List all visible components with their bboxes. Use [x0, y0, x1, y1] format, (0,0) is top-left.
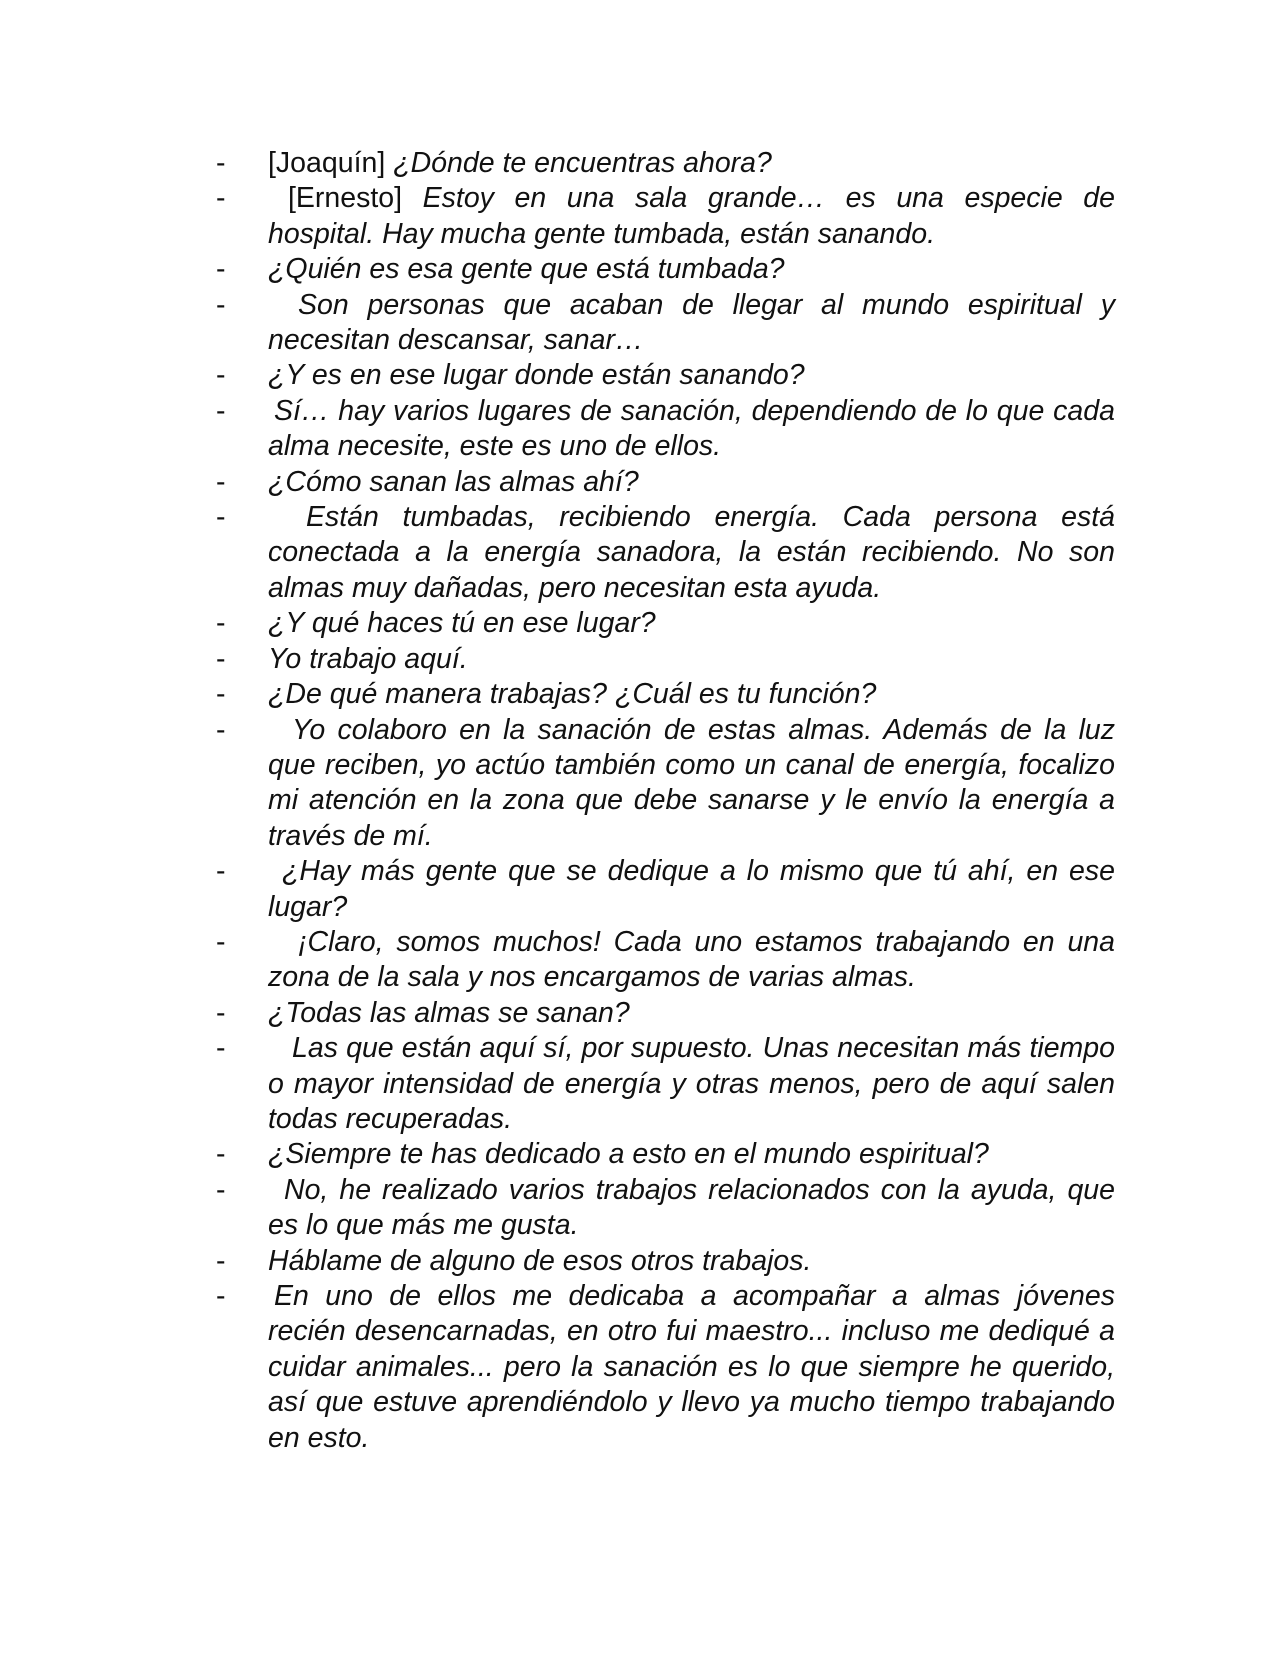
dash-marker: -	[216, 1173, 226, 1206]
line-text: ¿Cómo sanan las almas ahí?	[268, 465, 639, 498]
dialogue-line	[216, 713, 1115, 855]
dash-marker: -	[216, 394, 226, 427]
dash-marker: -	[216, 182, 226, 215]
dash-marker: -	[216, 501, 226, 534]
dash-marker: -	[216, 996, 226, 1029]
dialogue-line	[216, 500, 1115, 606]
dialogue-line	[216, 996, 1115, 1031]
line-text: ¿Quién es esa gente que está tumbada?	[268, 253, 785, 286]
line-text: Yo trabajo aquí.	[268, 642, 468, 675]
dialogue-line	[216, 1031, 1115, 1137]
dialogue-line	[216, 642, 1115, 677]
dash-marker: -	[216, 1244, 226, 1277]
dash-marker: -	[216, 253, 226, 286]
line-text: Están tumbadas, recibiendo energía. Cada persona está conectada a la energía sanadora, la están recibiendo. No son almas muy dañadas, pero necesitan esta ayuda.	[268, 501, 1115, 604]
line-text: Son personas que acaban de llegar al mundo espiritual y necesitan descansar, sanar…	[268, 288, 1115, 357]
dialogue-line	[216, 854, 1115, 925]
dialogue-line	[216, 677, 1115, 712]
line-text	[268, 146, 1115, 181]
dash-marker: -	[216, 359, 226, 392]
line-text: ¿Todas las almas se sanan?	[268, 996, 630, 1029]
utterance: ¿Dónde te encuentras ahora?	[393, 147, 772, 179]
dash-marker: -	[216, 1032, 226, 1065]
line-text: ¿Y es en ese lugar donde están sanando?	[268, 359, 805, 392]
line-text: Háblame de alguno de esos otros trabajos.	[268, 1244, 812, 1277]
line-text	[268, 181, 1115, 252]
speaker-label: [Joaquín]	[268, 147, 386, 179]
dialogue-line	[216, 1279, 1115, 1456]
line-text: Sí… hay varios lugares de sanación, dependiendo de lo que cada alma necesite, este es uno de ellos.	[268, 394, 1115, 463]
dialogue-line	[216, 288, 1115, 359]
dialogue-line	[216, 925, 1115, 996]
line-text: ¿De qué manera trabajas? ¿Cuál es tu función?	[268, 678, 877, 711]
dash-marker: -	[216, 465, 226, 498]
line-text: ¡Claro, somos muchos! Cada uno estamos trabajando en una zona de la sala y nos encargamos de varias almas.	[268, 925, 1115, 994]
line-text: Yo colaboro en la sanación de estas almas. Además de la luz que reciben, yo actúo también como un canal de energía, focalizo mi atención en la zona que debe sanarse y le envío la energía a través de mí.	[268, 713, 1115, 852]
dialogue-list	[216, 146, 1115, 1456]
dialogue-line	[216, 1244, 1115, 1279]
dialogue-line	[216, 252, 1115, 287]
dialogue-line	[216, 606, 1115, 641]
line-text: ¿Hay más gente que se dedique a lo mismo que tú ahí, en ese lugar?	[268, 855, 1115, 923]
line-text: En uno de ellos me dedicaba a acompañar a almas jóvenes recién desencarnadas, en otro fui maestro... incluso me dediqué a cuidar animales... pero la sanación es lo que siempre he querido, así que estuve aprendiéndolo y llevo ya mucho tiempo trabajando en esto.	[268, 1280, 1115, 1454]
dash-marker: -	[216, 288, 226, 321]
dash-marker: -	[216, 678, 226, 711]
dialogue-line	[216, 358, 1115, 393]
utterance: Estoy en una sala grande… es una especie de hospital. Hay mucha gente tumbada, están sanando.	[268, 182, 1115, 250]
dialogue-line	[216, 181, 1115, 252]
line-text: ¿Siempre te has dedicado a esto en el mundo espiritual?	[268, 1138, 989, 1171]
dash-marker: -	[216, 1138, 226, 1171]
dash-marker: -	[216, 607, 226, 640]
dash-marker: -	[216, 713, 226, 746]
dash-marker: -	[216, 1280, 226, 1312]
dash-marker: -	[216, 855, 226, 888]
line-text: ¿Y qué haces tú en ese lugar?	[268, 607, 656, 640]
dialogue-line	[216, 465, 1115, 500]
dash-marker: -	[216, 147, 226, 179]
dialogue-line	[216, 1173, 1115, 1244]
line-text: No, he realizado varios trabajos relacionados con la ayuda, que es lo que más me gusta.	[268, 1173, 1115, 1242]
dialogue-line	[216, 1137, 1115, 1172]
dialogue-line	[216, 394, 1115, 465]
speaker-label: [Ernesto]	[288, 182, 403, 215]
dash-marker: -	[216, 642, 226, 675]
dialogue-line	[216, 146, 1115, 181]
line-text: Las que están aquí sí, por supuesto. Unas necesitan más tiempo o mayor intensidad de energía y otras menos, pero de aquí salen todas recuperadas.	[268, 1032, 1115, 1135]
dash-marker: -	[216, 925, 226, 958]
